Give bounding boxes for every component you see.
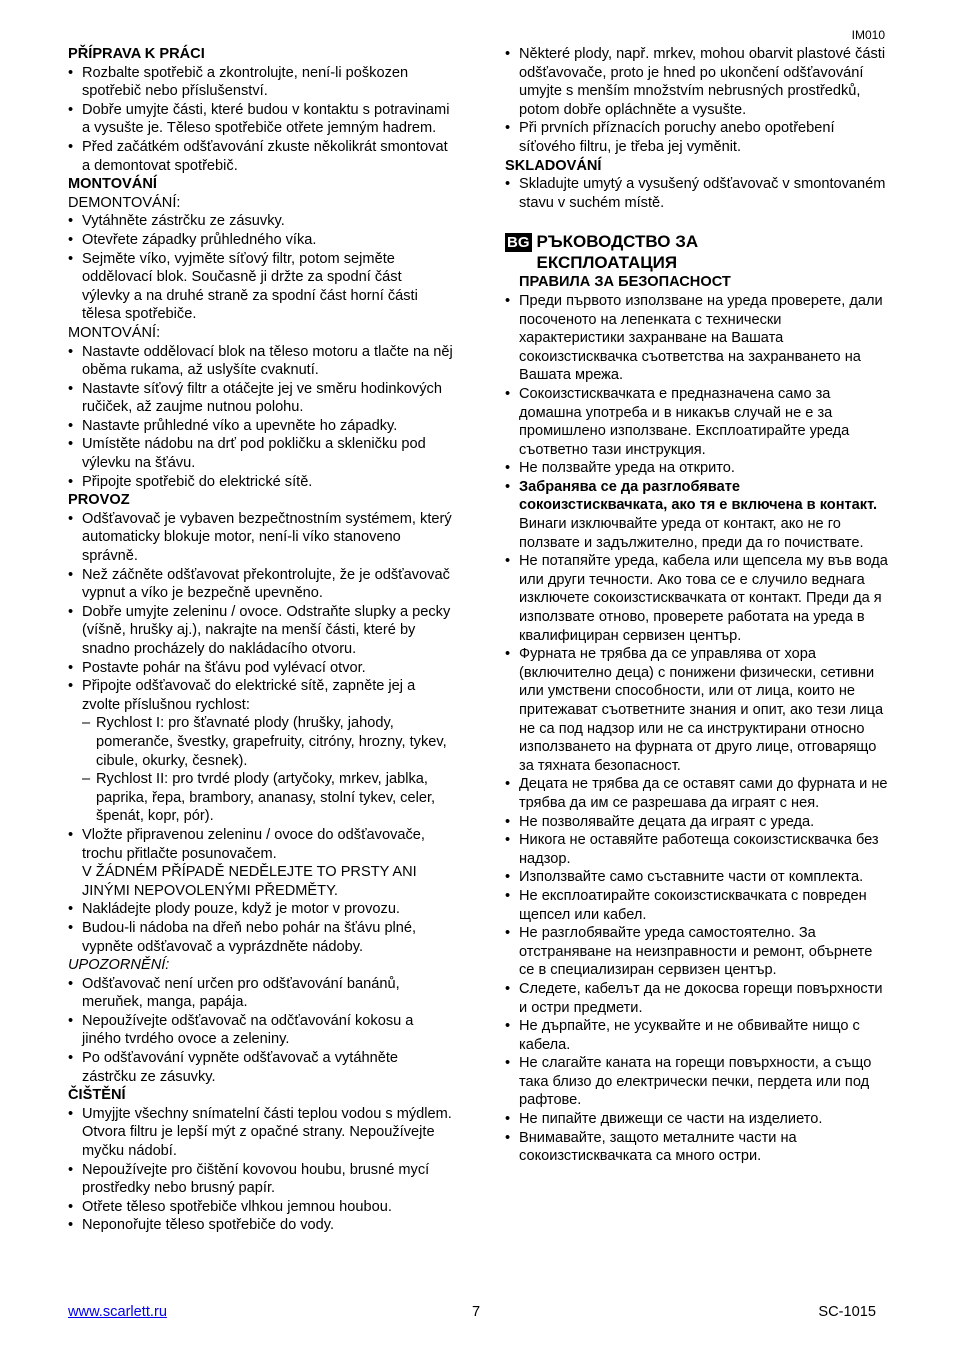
list-item: • Не потапяйте уреда, кабела или щепсела му във вода или други течности. Ако това се е случило веднага изключете сокоизстисквачката от контакт. Преди да я използвате отново, проверете работата на уреда в квалифициран сервизен център. [505, 552, 890, 645]
safety-list-a [505, 292, 890, 478]
page-number: 7 [472, 1304, 481, 1320]
list-item: • Nastavte oddělovací blok na těleso motoru a tlačte na něj oběma rukama, až uslyšíte cvaknutí. [68, 343, 453, 380]
list-item: • Dobře umyjte zeleninu / ovoce. Odstraňte slupky a pecky (víšně, hrušky aj.), nakrajte na menší části, které by snadno procházely do nakládacího otvoru. [68, 603, 453, 659]
cleaning-list [68, 1105, 453, 1235]
list-item [68, 826, 453, 900]
bg-section-heading [505, 231, 890, 273]
insert-list [68, 826, 453, 900]
list-item: • Připojte odšťavovač do elektrické sítě, zapněte jej a zvolte příslušnou rychlost: [68, 677, 453, 714]
list-item: • Сокоизстисквачката е предназначена само за домашна употреба и в никакъв случай не е за промишлено използване. Експлоатирайте уреда съответно тази инструкция. [505, 385, 890, 459]
safety-list-bold [505, 478, 890, 552]
list-item: • Otřete těleso spotřebiče vlhkou jemnou houbou. [68, 1198, 453, 1217]
list-item: • Следете, кабелът да не докосва горещи повърхности и остри предмети. [505, 980, 890, 1017]
list-item: • Фурната не трябва да се управлява от хора (включително деца) с понижени физически, сетивни или умствени способности, или от лица, които не притежават съответните знания и опит, ако тези лица не са под надзор или не са инструктирани относно използването на фурната от друго лице, отговарящо за тяхната безопасност. [505, 645, 890, 775]
list-item: • Před začátkém odšťavování zkuste několikrát smontovat a demontovat spotřebič. [68, 138, 453, 175]
notice-label: UPOZORNĚNÍ: [68, 957, 170, 974]
list-item: • Skladujte umytý a vysušený odšťavovač v smontovaném stavu v suchém místě. [505, 175, 890, 212]
insert-warning: V ŽÁDNÉM PŘÍPADĚ NEDĚLEJTE TO PRSTY ANI JINÝMI NEPOVOLENÝMI PŘEDMĚTY. [82, 864, 417, 899]
storage-list [505, 175, 890, 212]
footer [68, 1303, 876, 1323]
list-item: • Dobře umyjte části, které budou v kontaktu s potravinami a vysušte je. Těleso spotřebiče otřete jemným hadrem. [68, 101, 453, 138]
list-item: • Při prvních příznacích poruchy anebo opotřebení síťového filtru, je třeba jej vyměnit. [505, 119, 890, 156]
assembly-label: MONTOVÁNÍ: [68, 324, 161, 341]
list-item: • Připojte spotřebič do elektrické sítě. [68, 473, 453, 492]
bg-title-line2: ЕКСПЛОАТАЦИЯ [536, 253, 678, 273]
list-item: • Budou-li nádoba na dřeň nebo pohár na šťávu plné, vypněte odšťavovač a vyprázdněte nádoby. [68, 919, 453, 956]
cleaning-heading: ČIŠTĚNÍ [68, 1087, 126, 1104]
storage-heading: SKLADOVÁNÍ [505, 157, 602, 174]
list-item: • Децата не трябва да се оставят сами до фурната и не трябва да им се разрешава да играят с нея. [505, 775, 890, 812]
model-code-header: IM010 [851, 28, 885, 42]
operation-list-b [68, 900, 453, 956]
list-item: • Nakládejte plody pouze, když je motor v provozu. [68, 900, 453, 919]
safety-list-b [505, 552, 890, 1166]
list-item: • Не ползвайте уреда на открито. [505, 459, 890, 478]
list-item: • Внимавайте, защото металните части на сокоизстисквачката са много остри. [505, 1129, 890, 1166]
disassembly-label: DEMONTOVÁNÍ: [68, 194, 181, 211]
left-column [68, 45, 453, 1235]
operation-heading: PROVOZ [68, 492, 130, 509]
list-item: • Не пипайте движещи се части на изделието. [505, 1110, 890, 1129]
list-item: – Rychlost I: pro šťavnaté plody (hrušky, jahody, pomeranče, švestky, grapefruity, citróny, hrozny, tykev, cibule, okurky, česnek). [68, 714, 453, 770]
list-item: • Не разглобявайте уреда самостоятелно. За отстраняване на неизправности и ремонт, обърнете се в специализиран сервизен център. [505, 924, 890, 980]
notice-list [68, 975, 453, 1087]
list-item: • Никога не оставяйте работеща сокоизстисквачка без надзор. [505, 831, 890, 868]
list-item: – Rychlost II: pro tvrdé plody (artyčoky, mrkev, jablka, paprika, řepa, brambory, ananasy, stolní tykev, celer, špenát, kopr, pór). [68, 770, 453, 826]
website-link[interactable]: www.scarlett.ru [68, 1304, 167, 1320]
list-item: • Sejměte víko, vyjměte síťový filtr, potom sejměte oddělovací blok. Současně ji držte za spodní část výlevky a na druhé straně za spodní část horní části tělesa spotřebiče. [68, 250, 453, 324]
list-item: • Po odšťavování vypněte odšťavovač a vytáhněte zástrčku ze zásuvky. [68, 1049, 453, 1086]
list-item: • Не позволявайте децата да играят с уреда. [505, 813, 890, 832]
list-item: • Nepoužívejte pro čištění kovovou houbu, brusné mycí prostředky nebo brusný papír. [68, 1161, 453, 1198]
list-item: • Rozbalte spotřebič a zkontrolujte, není-li poškozen spotřebič nebo příslušenství. [68, 64, 453, 101]
safety-bold-rest: Винаги изключвайте уреда от контакт, ако не го ползвате и задължително, преди да го почиствате. [519, 516, 864, 551]
prep-heading: PŘÍPRAVA K PRÁCI [68, 46, 205, 62]
insert-text: Vložte připravenou zeleninu / ovoce do odšťavovače, trochu přitlačte posunovačem. [82, 826, 425, 862]
disassembly-list [68, 212, 453, 324]
bg-title [537, 231, 699, 273]
list-item: • Не дърпайте, не усуквайте и не обвивайте нищо с кабела. [505, 1017, 890, 1054]
operation-list-a [68, 510, 453, 715]
model-number: SC-1015 [818, 1304, 876, 1320]
list-item: • Neponořujte těleso spotřebiče do vody. [68, 1216, 453, 1235]
cleaning-list-continued [505, 45, 890, 157]
list-item: • Vytáhněte zástrčku ze zásuvky. [68, 212, 453, 231]
list-item: • Nastavte síťový filtr a otáčejte jej ve směru hodinkových ručiček, až zaujme nutnou polohu. [68, 380, 453, 417]
speed-list [68, 714, 453, 826]
bg-rules-heading: ПРАВИЛА ЗА БЕЗОПАСНОСТ [519, 274, 731, 291]
list-item: • Odšťavovač je vybaven bezpečtnostním systémem, který automaticky blokuje motor, není-li víko stanoveno správně. [68, 510, 453, 566]
right-column [505, 45, 890, 1166]
list-item: • Než záčněte odšťavovat překontrolujte, že je odšťavovač vypnut a víko je bezpečně upevněno. [68, 566, 453, 603]
list-item: • Otevřete západky průhledného víka. [68, 231, 453, 250]
list-item: • Některé plody, např. mrkev, mohou obarvit plastové části odšťavovače, proto je hned po ukončení odšťavování umyjte s menším množstvím nebrusných prostředků, potom dobře opláchněte a vysušte. [505, 45, 890, 119]
list-item: • Nastavte průhledné víko a upevněte ho západky. [68, 417, 453, 436]
list-item: • Не слагайте каната на горещи повърхности, а също така близо до електрически печки, пердета или под рафтове. [505, 1054, 890, 1110]
list-item: • Не експлоатирайте сокоизстисквачката с повреден щепсел или кабел. [505, 887, 890, 924]
bg-title-line1: РЪКОВОДСТВО ЗА [536, 232, 699, 252]
prep-list [68, 64, 453, 176]
assembly-list [68, 343, 453, 492]
list-item: • Използвайте само съставните части от комплекта. [505, 868, 890, 887]
list-item: • Odšťavovač není určen pro odšťavování banánů, meruňek, manga, papája. [68, 975, 453, 1012]
list-item: • Postavte pohár na šťávu pod vylévací otvor. [68, 659, 453, 678]
list-item: • Nepoužívejte odšťavovač na odčťavování kokosu a jiného tvrdého ovoce a zeleniny. [68, 1012, 453, 1049]
list-item [505, 478, 890, 552]
assembly-heading: MONTOVÁNÍ [68, 176, 157, 193]
list-item: • Umístěte nádobu na drť pod pokličku a skleničku pod výlevku na šťávu. [68, 435, 453, 472]
bg-language-badge: BG [507, 234, 530, 252]
list-item: • Umyjjte všechny snímatelní části teplou vodou s mýdlem. Otvora filtru je lepší mýt z opačné strany. Nepoužívejte myčku nádobí. [68, 1105, 453, 1161]
list-item: • Преди първото използване на уреда проверете, дали посоченото на лепенката с технически характеристики захранване на Вашата сокоизстисквачка съответства на захранването на Вашата мрежа. [505, 292, 890, 385]
safety-bold-text: Забранява се да разглобявате сокоизстисквачката, ако тя е включена в контакт. [519, 478, 878, 514]
